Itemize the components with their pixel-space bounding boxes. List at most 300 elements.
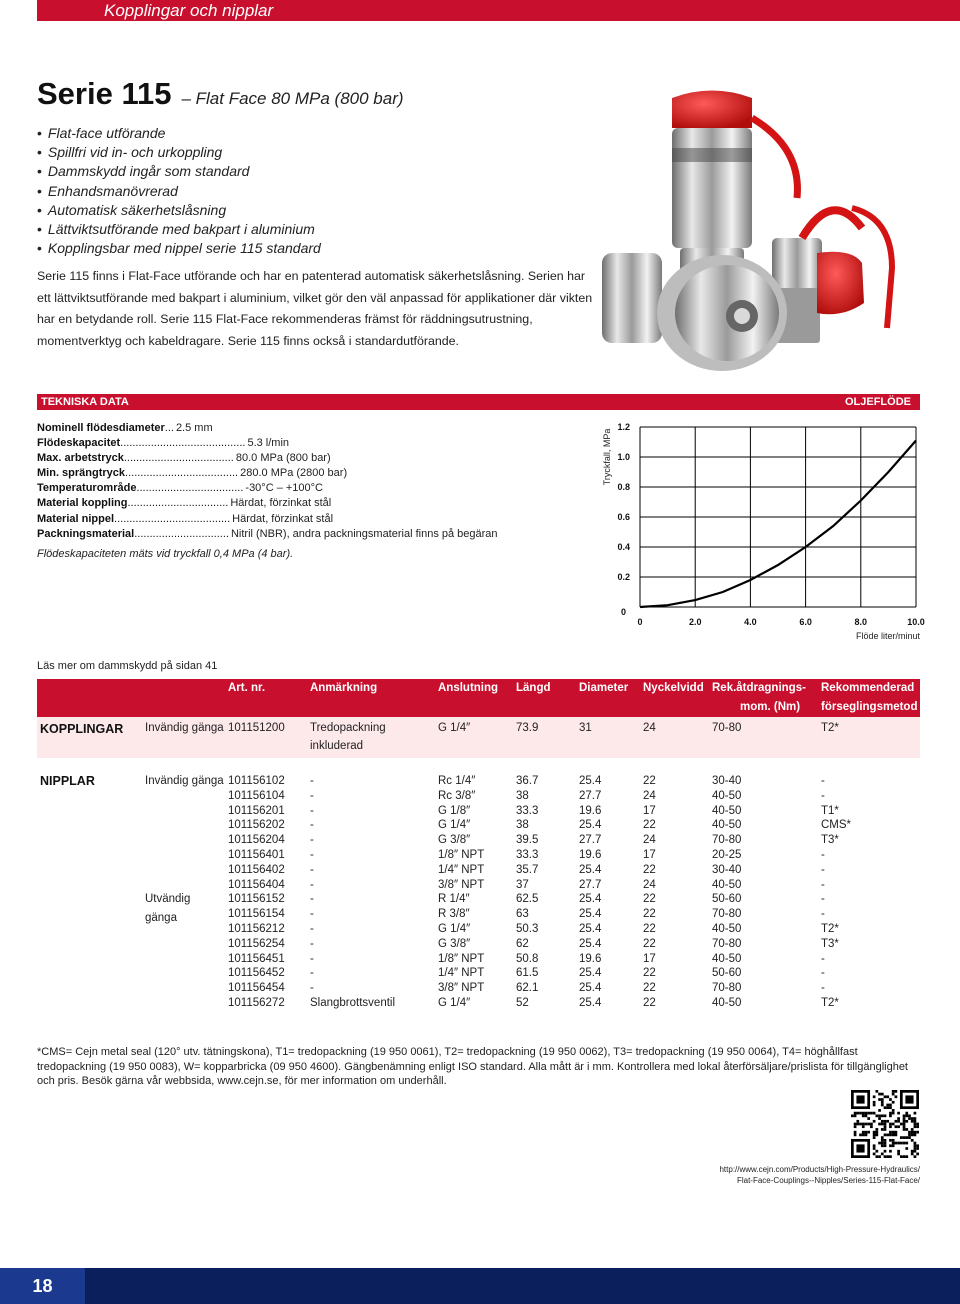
spec-value: 5.3 l/min	[247, 437, 290, 450]
y-tick-label: 0.2	[617, 572, 630, 582]
table-cell: 101156402	[228, 863, 285, 876]
qr-module	[911, 1120, 914, 1123]
qr-module	[867, 1123, 870, 1126]
qr-module	[914, 1131, 917, 1134]
qr-module	[889, 1106, 892, 1109]
col-seal-1: Rekommenderad	[821, 682, 915, 694]
feature-item: • Lättviktsutförande med bakpart i aluminium	[37, 220, 321, 239]
qr-module	[884, 1144, 887, 1147]
table-cell: 22	[643, 893, 656, 906]
table-cell: 22	[643, 863, 656, 876]
qr-module	[875, 1114, 878, 1117]
y-tick-label: 0.6	[617, 512, 630, 522]
table-cell: 22	[643, 967, 656, 980]
qr-module	[889, 1155, 892, 1158]
qr-module	[881, 1136, 884, 1139]
table-cell: 3/8″ NPT	[438, 982, 485, 995]
table-cell: 40-50	[712, 878, 742, 891]
footer-bar	[0, 1268, 960, 1304]
qr-module	[851, 1114, 854, 1117]
x-tick-label: 0	[637, 617, 643, 627]
col-conn: Anslutning	[438, 682, 499, 694]
qr-module	[889, 1150, 892, 1153]
table-cell: 70-80	[712, 937, 742, 950]
qr-module	[911, 1117, 914, 1120]
x-tick-label: 2.0	[688, 617, 702, 627]
qr-module	[878, 1114, 881, 1117]
koppling-note-1: Tredopackning	[310, 722, 386, 734]
table-cell: 63	[516, 908, 529, 921]
table-cell: 33.3	[516, 849, 539, 861]
table-cell: G 1/4″	[438, 819, 471, 832]
qr-module	[881, 1153, 884, 1156]
feature-item: • Dammskydd ingår som standard	[37, 162, 321, 181]
qr-module	[892, 1093, 895, 1096]
qr-module	[884, 1106, 887, 1109]
col-torque-2: mom. (Nm)	[740, 701, 801, 713]
tech-data-title: TEKNISKA DATA	[41, 396, 129, 408]
intro-paragraph: Serie 115 finns i Flat-Face utförande och har en patenterad automatisk säkerhetslåsning. Serien har ett lättviktsutförande med bakpart i aluminium, vilket gör den väl anpassad för applikationer där vikten har en betydande roll. Serie 115 Flat-Face rekommenderas främst för räddningsutrustning, momentverktyg och kabeldragare. Serie 115 finns också i standardutförande.	[37, 269, 593, 348]
table-cell: 50.3	[516, 923, 539, 935]
tech-data-bar	[37, 394, 920, 410]
table-cell: 27.7	[579, 878, 602, 891]
table-cell: -	[821, 967, 825, 980]
qr-module	[881, 1120, 884, 1123]
spec-row	[37, 512, 597, 527]
qr-module	[903, 1125, 906, 1128]
table-cell: 20-25	[712, 849, 742, 861]
qr-module	[908, 1136, 911, 1139]
table-cell: 61.5	[516, 967, 539, 980]
qr-module	[895, 1125, 898, 1128]
qr-module	[914, 1125, 917, 1128]
koppling-type: Invändig gänga	[145, 722, 224, 734]
qr-module	[911, 1153, 914, 1156]
feature-list	[37, 124, 321, 258]
qr-module	[867, 1117, 870, 1120]
spec-label: Packningsmaterial	[37, 527, 135, 540]
qr-module	[881, 1114, 884, 1117]
qr-module	[862, 1123, 865, 1126]
qr-module	[865, 1123, 868, 1126]
feature-item: • Enhandsmanövrerad	[37, 182, 321, 201]
qr-module	[900, 1123, 903, 1126]
qr-code[interactable]	[851, 1090, 919, 1158]
qr-module	[886, 1120, 889, 1123]
qr-module	[881, 1104, 884, 1107]
table-cell: T2*	[821, 923, 839, 935]
table-cell: 101156254	[228, 937, 285, 950]
qr-module	[889, 1098, 892, 1101]
qr-module	[900, 1136, 903, 1139]
table-cell: 52	[516, 997, 529, 1009]
y-tick-label: 0.4	[617, 542, 630, 552]
table-cell: -	[310, 819, 314, 832]
koppling-note-2: inkluderad	[310, 740, 364, 752]
qr-module	[873, 1136, 876, 1139]
qr-module	[854, 1123, 857, 1126]
table-cell: -	[821, 878, 825, 891]
spec-dots: ...................................	[136, 482, 244, 495]
title-main: Serie 115	[37, 76, 172, 111]
table-cell: -	[310, 952, 314, 965]
col-note: Anmärkning	[310, 682, 378, 694]
readmore-note: Läs mer om dammskydd på sidan 41	[37, 660, 218, 672]
qr-module	[870, 1112, 873, 1115]
qr-module	[867, 1131, 870, 1134]
table-cell: 37	[516, 878, 529, 891]
qr-module	[916, 1125, 919, 1128]
table-cell: -	[821, 789, 825, 802]
table-cell: 22	[643, 937, 656, 950]
table-cell: -	[821, 863, 825, 876]
page-title	[37, 76, 404, 112]
table-cell: 24	[643, 834, 656, 847]
table-cell: R 3/8″	[438, 908, 470, 921]
table-cell: 101156451	[228, 952, 285, 965]
qr-module	[878, 1142, 881, 1145]
qr-module	[914, 1144, 917, 1147]
qr-module	[884, 1120, 887, 1123]
nipplar-type-internal: Invändig gänga	[145, 775, 224, 787]
qr-module	[862, 1112, 865, 1115]
product-photo	[602, 88, 942, 378]
qr-module	[905, 1155, 908, 1158]
table-cell: -	[310, 937, 314, 950]
qr-module	[859, 1123, 862, 1126]
header-bar	[37, 0, 960, 21]
x-axis-label: Flöde liter/minut	[855, 631, 920, 641]
series-line	[640, 441, 916, 608]
qr-module	[903, 1142, 906, 1145]
qr-module	[900, 1142, 903, 1145]
table-cell: 38	[516, 789, 529, 802]
qr-module	[897, 1125, 900, 1128]
table-cell: Rc 1/4″	[438, 775, 476, 787]
qr-module	[889, 1125, 892, 1128]
table-cell: -	[310, 863, 314, 876]
qr-module	[881, 1144, 884, 1147]
qr-module	[884, 1128, 887, 1131]
qr-module	[870, 1125, 873, 1128]
qr-module	[884, 1139, 887, 1142]
col-key: Nyckelvidd	[643, 682, 704, 694]
koppling-key: 24	[643, 722, 656, 734]
spec-row	[37, 436, 597, 451]
table-cell: -	[821, 982, 825, 995]
x-tick-label: 10.0	[907, 617, 925, 627]
table-cell: 25.4	[579, 923, 602, 935]
table-cell: 25.4	[579, 967, 602, 980]
qr-module	[873, 1101, 876, 1104]
qr-module	[875, 1150, 878, 1153]
qr-module	[903, 1117, 906, 1120]
spec-label: Min. sprängtryck	[37, 467, 126, 480]
qr-module	[892, 1123, 895, 1126]
flow-note: Flödeskapaciteten mäts vid tryckfall 0,4 MPa (4 bar).	[37, 548, 294, 560]
table-cell: 62.1	[516, 982, 539, 995]
qr-module	[870, 1123, 873, 1126]
spec-dots: ......................................	[114, 512, 231, 525]
qr-module	[886, 1095, 889, 1098]
chart-svg	[598, 415, 928, 650]
table-cell: 25.4	[579, 982, 602, 995]
qr-module	[889, 1134, 892, 1137]
qr-module	[854, 1112, 857, 1115]
qr-module	[892, 1144, 895, 1147]
spec-dots: ....................................	[123, 452, 234, 465]
qr-module	[916, 1153, 919, 1156]
table-cell: 38	[516, 819, 529, 832]
table-cell: T3*	[821, 834, 839, 847]
qr-url[interactable]	[700, 1165, 920, 1186]
table-cell: 70-80	[712, 908, 742, 921]
table-cell: 1/8″ NPT	[438, 849, 485, 861]
qr-module	[903, 1114, 906, 1117]
spec-label: Nominell flödesdiameter	[37, 422, 165, 434]
qr-module	[873, 1144, 876, 1147]
table-cell: -	[310, 849, 314, 861]
qr-module	[914, 1117, 917, 1120]
qr-module	[881, 1093, 884, 1096]
qr-module	[911, 1131, 914, 1134]
y-axis-label: Tryckfall, MPa	[602, 428, 612, 486]
qr-module	[892, 1090, 895, 1093]
spec-value: Härdat, förzinkat stål	[230, 497, 332, 510]
qr-module	[916, 1123, 919, 1126]
feature-item: • Automatisk säkerhetslåsning	[37, 201, 321, 220]
qr-module	[889, 1123, 892, 1126]
qr-module	[892, 1101, 895, 1104]
qr-module	[875, 1090, 878, 1093]
qr-module	[905, 1136, 908, 1139]
qr-module	[914, 1120, 917, 1123]
table-cell: -	[310, 804, 314, 817]
qr-module	[889, 1114, 892, 1117]
qr-module	[884, 1142, 887, 1145]
qr-module	[903, 1128, 906, 1131]
qr-module	[895, 1131, 898, 1134]
qr-module	[903, 1123, 906, 1126]
qr-module	[914, 1150, 917, 1153]
qr-module	[889, 1131, 892, 1134]
spec-row	[37, 481, 597, 496]
col-art: Art. nr.	[228, 682, 266, 694]
qr-module	[878, 1109, 881, 1112]
table-cell: 40-50	[712, 804, 742, 817]
qr-finder	[856, 1144, 864, 1152]
koppling-torque: 70-80	[712, 722, 742, 734]
qr-module	[911, 1128, 914, 1131]
qr-module	[875, 1155, 878, 1158]
table-cell: -	[821, 952, 825, 965]
x-tick-label: 6.0	[799, 617, 812, 627]
qr-module	[878, 1117, 881, 1120]
qr-module	[865, 1131, 868, 1134]
table-cell: -	[310, 893, 314, 906]
table-cell: 22	[643, 923, 656, 935]
qr-module	[873, 1131, 876, 1134]
koppling-length: 73.9	[516, 722, 539, 734]
qr-module	[914, 1142, 917, 1145]
qr-module	[875, 1128, 878, 1131]
qr-module	[881, 1123, 884, 1126]
oil-flow-chart	[598, 415, 928, 650]
table-cell: 101156104	[228, 789, 285, 802]
qr-module	[889, 1144, 892, 1147]
qr-module	[884, 1095, 887, 1098]
table-cell: 25.4	[579, 819, 602, 832]
qr-module	[908, 1114, 911, 1117]
table-cell: T2*	[821, 997, 839, 1009]
table-cell: 30-40	[712, 775, 742, 787]
table-cell: 101156154	[228, 908, 285, 921]
qr-module	[916, 1147, 919, 1150]
qr-url-line-1[interactable]: http://www.cejn.com/Products/High-Pressure-Hydraulics/	[719, 1165, 920, 1174]
col-torque-1: Rek.åtdragnings-	[712, 682, 806, 694]
spec-row	[37, 466, 597, 481]
qr-module	[881, 1142, 884, 1145]
spec-dots: ...............................	[134, 527, 229, 540]
qr-module	[911, 1134, 914, 1137]
table-cell: -	[310, 878, 314, 891]
qr-module	[886, 1155, 889, 1158]
qr-module	[892, 1139, 895, 1142]
table-cell: 50-60	[712, 893, 742, 906]
spec-dots: .....................................	[125, 467, 239, 480]
table-cell: 62.5	[516, 893, 539, 906]
qr-module	[859, 1112, 862, 1115]
table-cell: 19.6	[579, 804, 602, 817]
x-tick-label: 8.0	[854, 617, 868, 627]
spec-dots: ...	[164, 422, 174, 434]
qr-module	[881, 1101, 884, 1104]
table-cell: -	[821, 893, 825, 906]
y-tick-label: 0.8	[617, 482, 630, 492]
tech-spec-list	[37, 421, 597, 542]
qr-module	[873, 1095, 876, 1098]
qr-module	[895, 1120, 898, 1123]
qr-module	[854, 1131, 857, 1134]
table-cell: 35.7	[516, 863, 539, 876]
qr-module	[916, 1131, 919, 1134]
col-length: Längd	[516, 682, 551, 694]
table-cell: -	[310, 908, 314, 921]
table-cell: 24	[643, 878, 656, 891]
qr-module	[914, 1147, 917, 1150]
qr-module	[854, 1125, 857, 1128]
qr-module	[903, 1155, 906, 1158]
table-cell: 33.3	[516, 804, 539, 817]
col-seal-2: förseglingsmetod	[821, 701, 918, 713]
qr-module	[892, 1112, 895, 1115]
qr-module	[911, 1150, 914, 1153]
qr-module	[892, 1142, 895, 1145]
spec-dots: .................................	[127, 497, 229, 510]
table-cell: 25.4	[579, 893, 602, 906]
qr-module	[881, 1139, 884, 1142]
qr-module	[862, 1134, 865, 1137]
qr-finder	[905, 1095, 913, 1103]
feature-item: • Kopplingsbar med nippel serie 115 standard	[37, 239, 321, 258]
qr-module	[905, 1147, 908, 1150]
table-cell: T1*	[821, 804, 839, 817]
spec-value: 280.0 MPa (2800 bar)	[240, 467, 348, 480]
qr-module	[892, 1109, 895, 1112]
qr-module	[865, 1134, 868, 1137]
qr-module	[873, 1120, 876, 1123]
qr-module	[854, 1114, 857, 1117]
table-cell: -	[310, 967, 314, 980]
qr-module	[905, 1112, 908, 1115]
qr-module	[873, 1153, 876, 1156]
table-cell: 27.7	[579, 834, 602, 847]
table-cell: -	[821, 908, 825, 921]
qr-module	[886, 1106, 889, 1109]
spec-row	[37, 527, 597, 542]
qr-module	[878, 1098, 881, 1101]
table-cell: 19.6	[579, 849, 602, 861]
table-cell: 17	[643, 952, 656, 965]
qr-module	[884, 1123, 887, 1126]
qr-module	[908, 1134, 911, 1137]
table-cell: 101156454	[228, 982, 285, 995]
qr-module	[886, 1104, 889, 1107]
table-cell: 39.5	[516, 834, 539, 847]
y-tick-label-zero: 0	[620, 607, 626, 617]
spec-label: Material koppling	[37, 497, 128, 510]
qr-url-line-2[interactable]: Flat-Face-Couplings--Nipples/Series-115-Flat-Face/	[736, 1175, 920, 1185]
koppling-diameter: 31	[579, 722, 592, 734]
qr-module	[875, 1134, 878, 1137]
feature-item: • Spillfri vid in- och urkoppling	[37, 143, 321, 162]
table-cell: G 3/8″	[438, 937, 471, 950]
oil-flow-title: OLJEFLÖDE	[844, 396, 911, 408]
table-cell: 101156152	[228, 893, 285, 906]
qr-module	[884, 1125, 887, 1128]
qr-finder	[856, 1095, 864, 1103]
qr-module	[895, 1090, 898, 1093]
qr-module	[916, 1144, 919, 1147]
table-cell: 101156212	[228, 923, 285, 935]
page-number: 18	[0, 1268, 85, 1304]
footnote: *CMS= Cejn metal seal (120° utv. tätningskona), T1= tredopackning (19 950 0061), T2= tredopackning (19 950 0062), T3= tredopackning (19 950 0064), T4= höghållfast tredopackning (19 950 0083), W= kopparbricka (09 950 4600). Gängbenämning enligt ISO standard. Alla mått är i mm. Kontrollera med lokal återförsäljare/prislista för tillgänglighet och pris. Besök gärna vår webbsida, www.cejn.se, för mer information om underhåll.	[37, 1046, 908, 1088]
qr-module	[897, 1117, 900, 1120]
qr-module	[886, 1134, 889, 1137]
qr-module	[856, 1112, 859, 1115]
table-cell: 3/8″ NPT	[438, 878, 485, 891]
spec-row	[37, 421, 597, 436]
qr-module	[903, 1136, 906, 1139]
table-cell: 40-50	[712, 789, 742, 802]
table-cell: G 1/4″	[438, 997, 471, 1009]
qr-module	[854, 1134, 857, 1137]
koppling-seal: T2*	[821, 722, 839, 734]
section-header: Kopplingar och nipplar	[104, 1, 274, 20]
y-tick-label: 1.2	[617, 422, 630, 432]
qr-module	[884, 1150, 887, 1153]
table-cell: 25.4	[579, 775, 602, 787]
nipplar-section-label: NIPPLAR	[40, 774, 95, 788]
feature-item: • Flat-face utförande	[37, 124, 321, 143]
qr-module	[884, 1134, 887, 1137]
table-cell: 101156204	[228, 834, 285, 847]
qr-module	[862, 1131, 865, 1134]
title-sub: – Flat Face 80 MPa (800 bar)	[181, 89, 404, 108]
qr-module	[897, 1120, 900, 1123]
qr-module	[875, 1131, 878, 1134]
table-cell: G 1/8″	[438, 804, 471, 817]
